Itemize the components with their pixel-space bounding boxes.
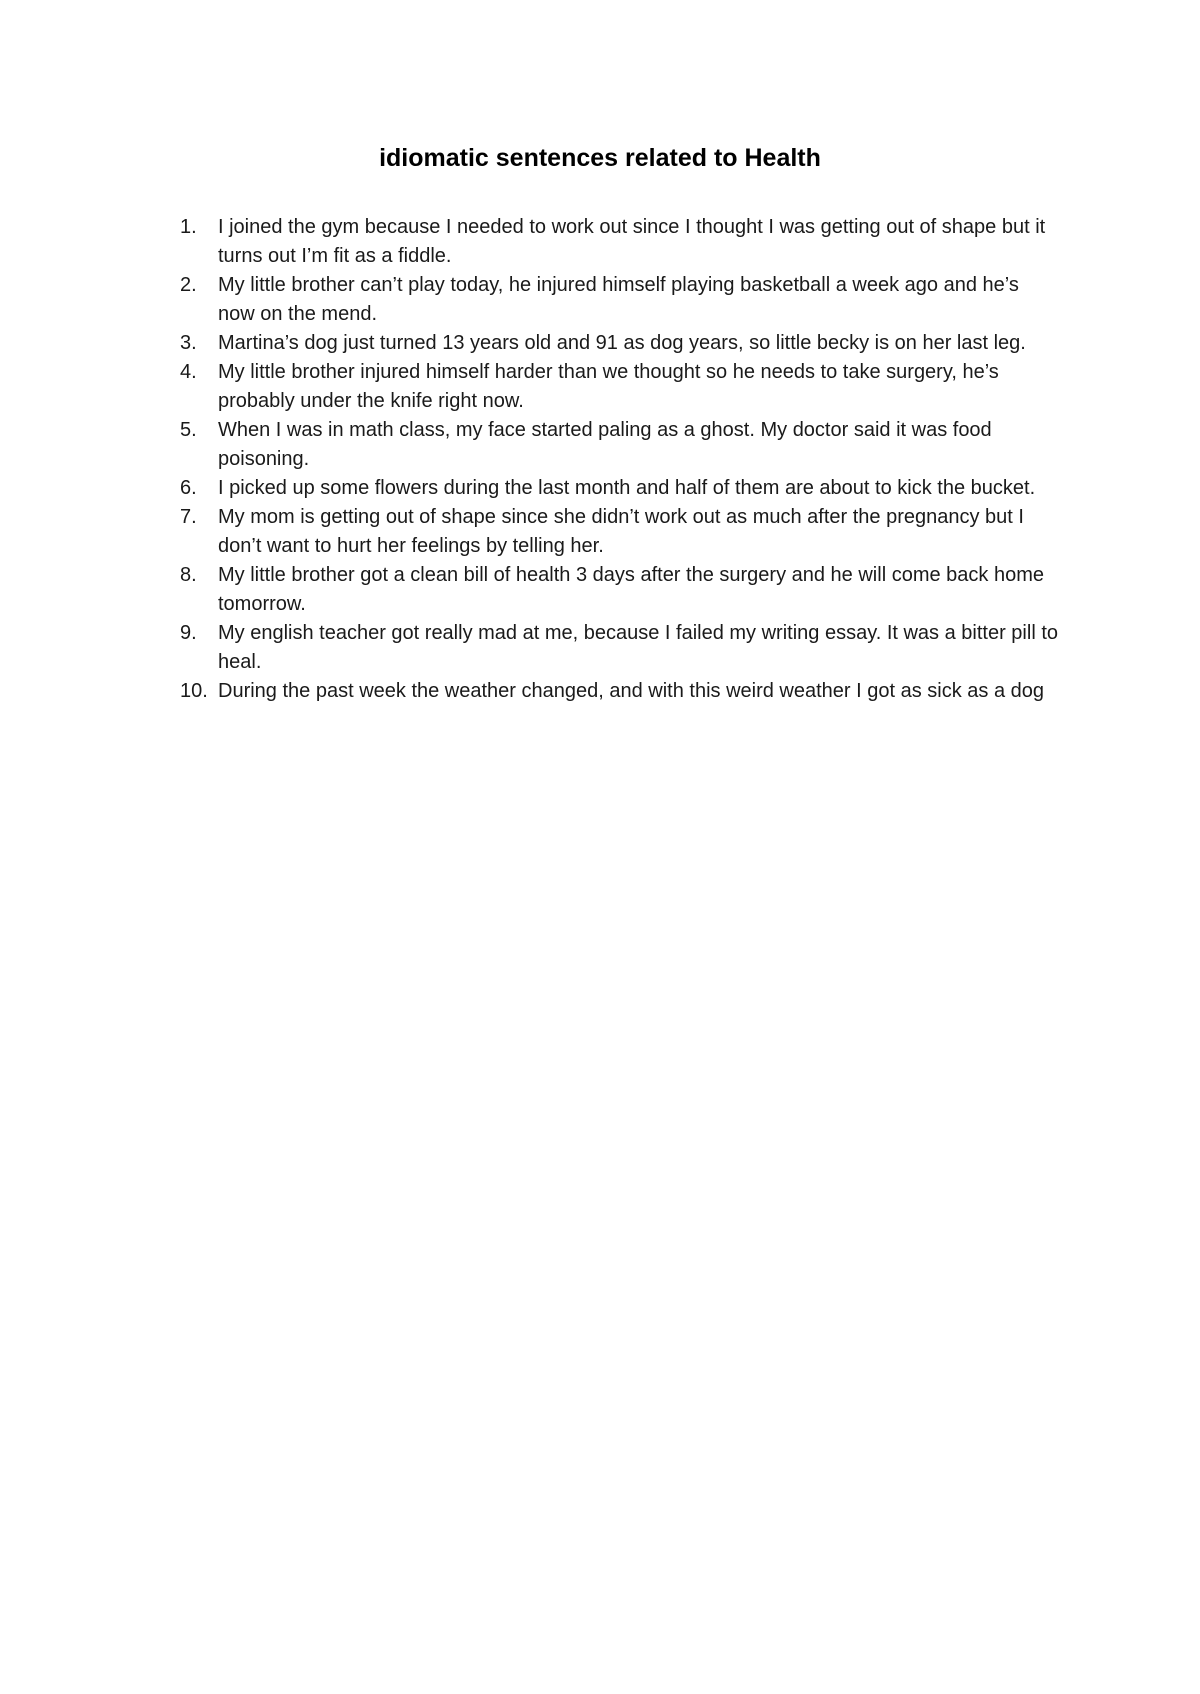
item-text: I picked up some flowers during the last month and half of them are about to kick the bucket. (218, 477, 1036, 499)
item-number: 1. (180, 216, 197, 238)
item-number: 9. (180, 622, 197, 644)
item-text: I joined the gym because I needed to work out since I thought I was getting out of shape but it turns out I’m fit as a fiddle. (218, 216, 1046, 267)
item-number: 8. (180, 564, 197, 586)
item-number: 6. (180, 477, 197, 499)
item-number: 5. (180, 419, 197, 441)
item-text: My little brother injured himself harder than we thought so he needs to take surgery, he’s probably under the knife right now. (218, 361, 999, 412)
item-text: When I was in math class, my face started paling as a ghost. My doctor said it was food poisoning. (218, 419, 992, 470)
list-item (180, 358, 1060, 416)
item-text: Martina’s dog just turned 13 years old and 91 as dog years, so little becky is on her last leg. (218, 332, 1026, 354)
item-number: 7. (180, 506, 197, 528)
item-text: During the past week the weather changed, and with this weird weather I got as sick as a dog (218, 680, 1045, 702)
list-item (180, 561, 1060, 619)
list-item (180, 329, 1060, 358)
list-item (180, 213, 1060, 271)
sentence-list (180, 213, 1060, 706)
item-text: My mom is getting out of shape since she didn’t work out as much after the pregnancy but I don’t want to hurt her feelings by telling her. (218, 506, 1024, 557)
item-text: My little brother can’t play today, he injured himself playing basketball a week ago and he’s now on the mend. (218, 274, 1019, 325)
item-number: 4. (180, 361, 197, 383)
item-text: My english teacher got really mad at me, because I failed my writing essay. It was a bitter pill to heal. (218, 622, 1058, 673)
document-title: idiomatic sentences related to Health (379, 144, 821, 172)
item-number: 2. (180, 274, 197, 296)
item-number: 3. (180, 332, 197, 354)
list-item (180, 416, 1060, 474)
item-number: 10. (180, 680, 208, 702)
list-item (180, 677, 1060, 706)
list-item (180, 503, 1060, 561)
list-item (180, 271, 1060, 329)
item-text: My little brother got a clean bill of health 3 days after the surgery and he will come back home tomorrow. (218, 564, 1044, 615)
list-item (180, 619, 1060, 677)
list-item (180, 474, 1060, 503)
